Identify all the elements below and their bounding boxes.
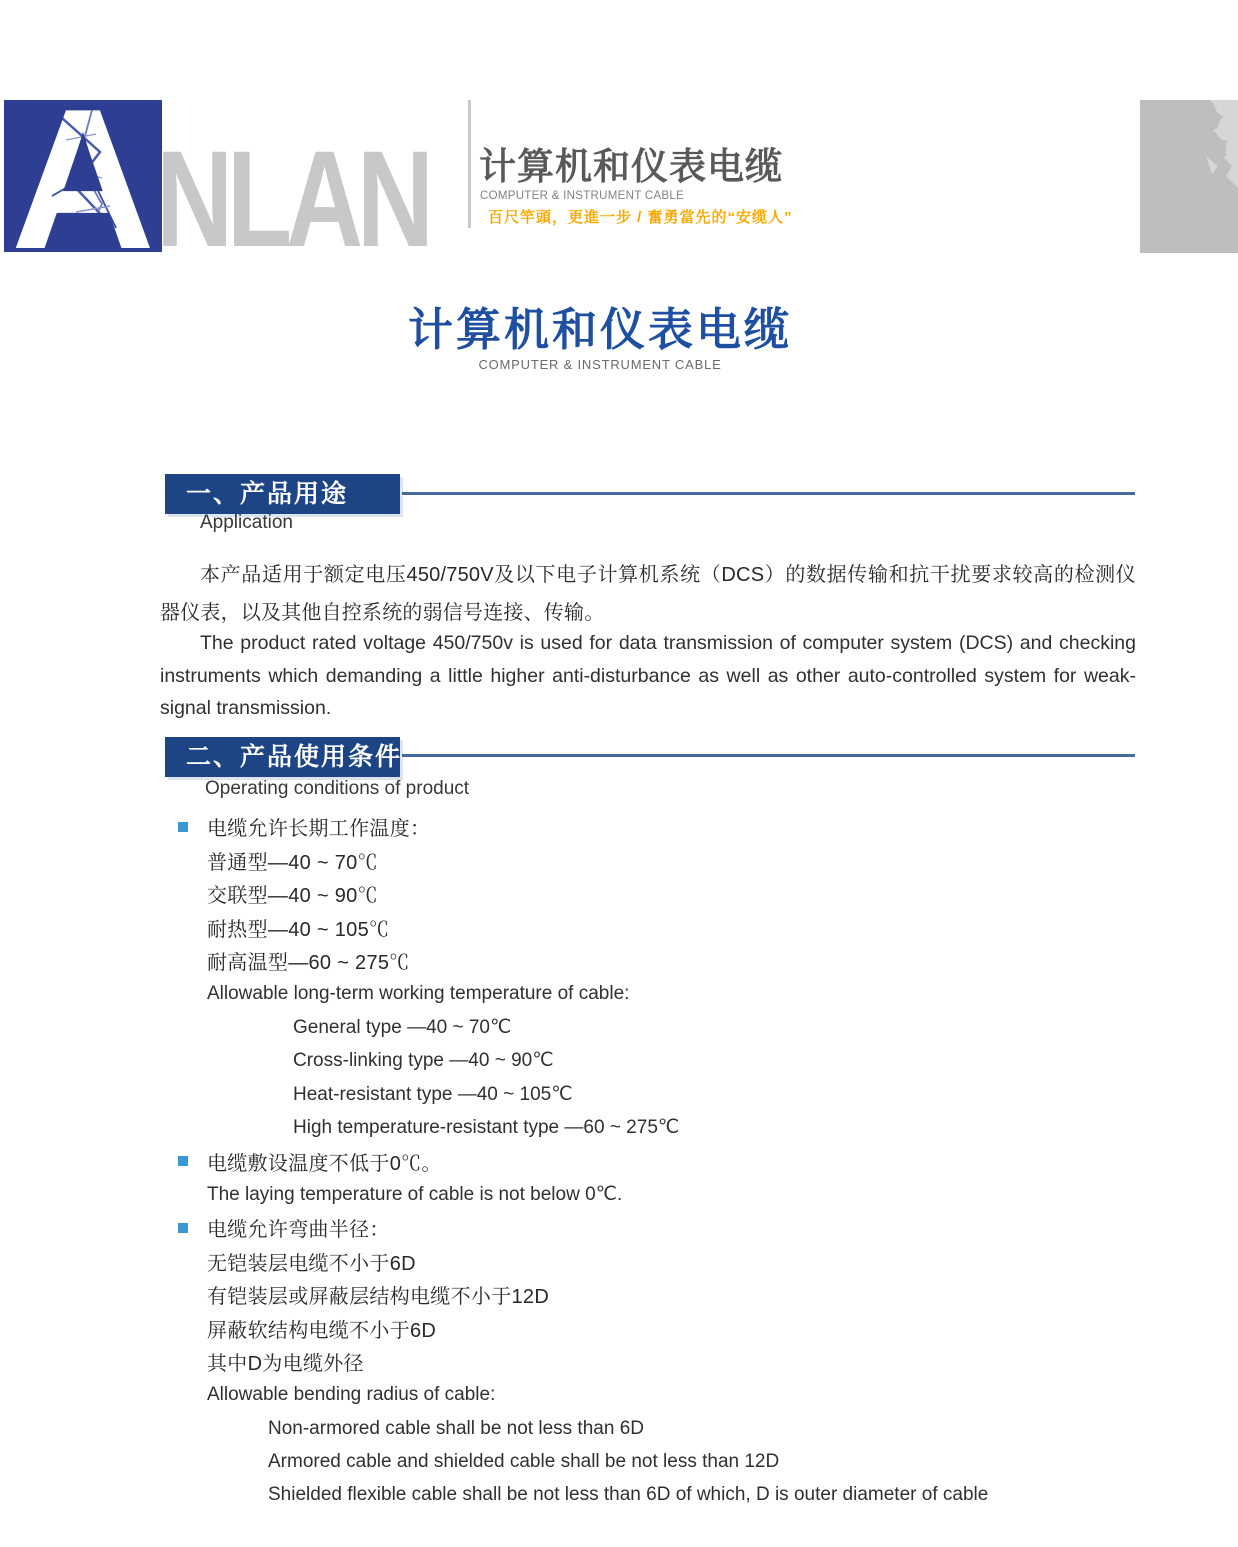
condition-subline — [160, 843, 1136, 876]
condition-text: 电缆允许弯曲半径： — [207, 1219, 390, 1242]
condition-item — [160, 1144, 1136, 1177]
bullet-square-icon — [178, 1223, 188, 1233]
condition-subline — [160, 877, 1136, 910]
page-title: 计算机和仪表电缆 — [407, 304, 792, 355]
bullet-square-icon — [178, 822, 188, 832]
leaf-icon — [1140, 100, 1238, 253]
condition-subline — [160, 944, 1136, 977]
condition-text: Heat-resistant type —40 ~ 105℃ — [293, 1083, 573, 1105]
header-divider — [468, 100, 471, 228]
condition-subline — [160, 1445, 1136, 1478]
application-paragraph-zh: 本产品适用于额定电压450/750V及以下电子计算机系统（DCS）的数据传输和抗干扰要求较高的检测仪器仪表，以及其他自控系统的弱信号连接、传输。 — [160, 564, 1136, 624]
section-heading-conditions: 二、产品使用条件 — [165, 737, 400, 777]
condition-item — [160, 1211, 1136, 1244]
condition-text: Allowable bending radius of cable: — [207, 1384, 496, 1406]
condition-text: 其中D为电缆外径 — [207, 1353, 364, 1376]
logo-wordmark: NLAN — [156, 123, 428, 276]
condition-item — [160, 810, 1136, 843]
section-heading-conditions-en: Operating conditions of product — [205, 778, 470, 799]
condition-subline — [160, 1479, 1136, 1512]
condition-text: 交联型—40 ~ 90℃ — [207, 885, 378, 908]
conditions-list — [160, 810, 1136, 1512]
condition-text: High temperature-resistant type —60 ~ 275℃ — [293, 1117, 680, 1139]
condition-subline — [160, 1178, 1136, 1211]
condition-text: 屏蔽软结构电缆不小于6D — [207, 1319, 437, 1342]
condition-text: 电缆敷设温度不低于0℃。 — [207, 1152, 442, 1175]
logo-a-icon — [4, 100, 162, 252]
header-product-title-en: COMPUTER & INSTRUMENT CABLE — [480, 190, 685, 202]
condition-subline — [160, 1378, 1136, 1411]
condition-text: General type —40 ~ 70℃ — [293, 1016, 512, 1038]
condition-subline — [160, 1278, 1136, 1311]
condition-text: 无铠装层电缆不小于6D — [207, 1252, 416, 1275]
condition-subline — [160, 1111, 1136, 1144]
section-rule — [402, 492, 1135, 495]
condition-subline — [160, 1345, 1136, 1378]
bullet-square-icon — [178, 1156, 188, 1166]
condition-subline — [160, 1011, 1136, 1044]
condition-text: Non-armored cable shall be not less than 6D — [268, 1417, 644, 1439]
section-rule — [402, 754, 1135, 757]
condition-text: 有铠装层或屏蔽层结构电缆不小于12D — [207, 1286, 550, 1309]
condition-text: The laying temperature of cable is not below 0℃. — [207, 1184, 623, 1206]
condition-text: Armored cable and shielded cable shall be not less than 12D — [268, 1451, 780, 1473]
condition-text: Cross-linking type —40 ~ 90℃ — [293, 1050, 554, 1072]
application-paragraph-en: The product rated voltage 450/750v is used for data transmission of computer system (DCS) and checking instruments which demanding a little higher anti-disturbance as well as other auto-controlled system for weak-signal transmission. — [160, 632, 1136, 719]
section-heading-application: 一、产品用途 — [165, 474, 400, 514]
condition-subline — [160, 910, 1136, 943]
condition-text: 耐高温型—60 ~ 275℃ — [207, 951, 410, 974]
condition-subline — [160, 1312, 1136, 1345]
condition-text: Shielded flexible cable shall be not less than 6D of which, D is outer diameter of cable — [268, 1484, 989, 1506]
condition-subline — [160, 1044, 1136, 1077]
condition-subline — [160, 1078, 1136, 1111]
condition-text: 电缆允许长期工作温度： — [207, 818, 431, 841]
condition-subline — [160, 977, 1136, 1010]
condition-text: 耐热型—40 ~ 105℃ — [207, 918, 390, 941]
header-slogan: 百尺竿頭，更進一步 / 奮勇當先的“安缆人” — [488, 209, 793, 226]
page-subtitle: COMPUTER & INSTRUMENT CABLE — [478, 357, 722, 372]
condition-text: Allowable long-term working temperature of cable: — [207, 982, 630, 1004]
decorative-leaf-box — [1140, 100, 1238, 253]
condition-subline — [160, 1245, 1136, 1278]
section-heading-application-en: Application — [200, 512, 293, 533]
condition-text: 普通型—40 ~ 70℃ — [207, 851, 378, 874]
header-product-title-zh: 计算机和仪表电缆 — [479, 146, 783, 187]
anlan-logo-mark — [4, 100, 162, 252]
condition-subline — [160, 1412, 1136, 1445]
